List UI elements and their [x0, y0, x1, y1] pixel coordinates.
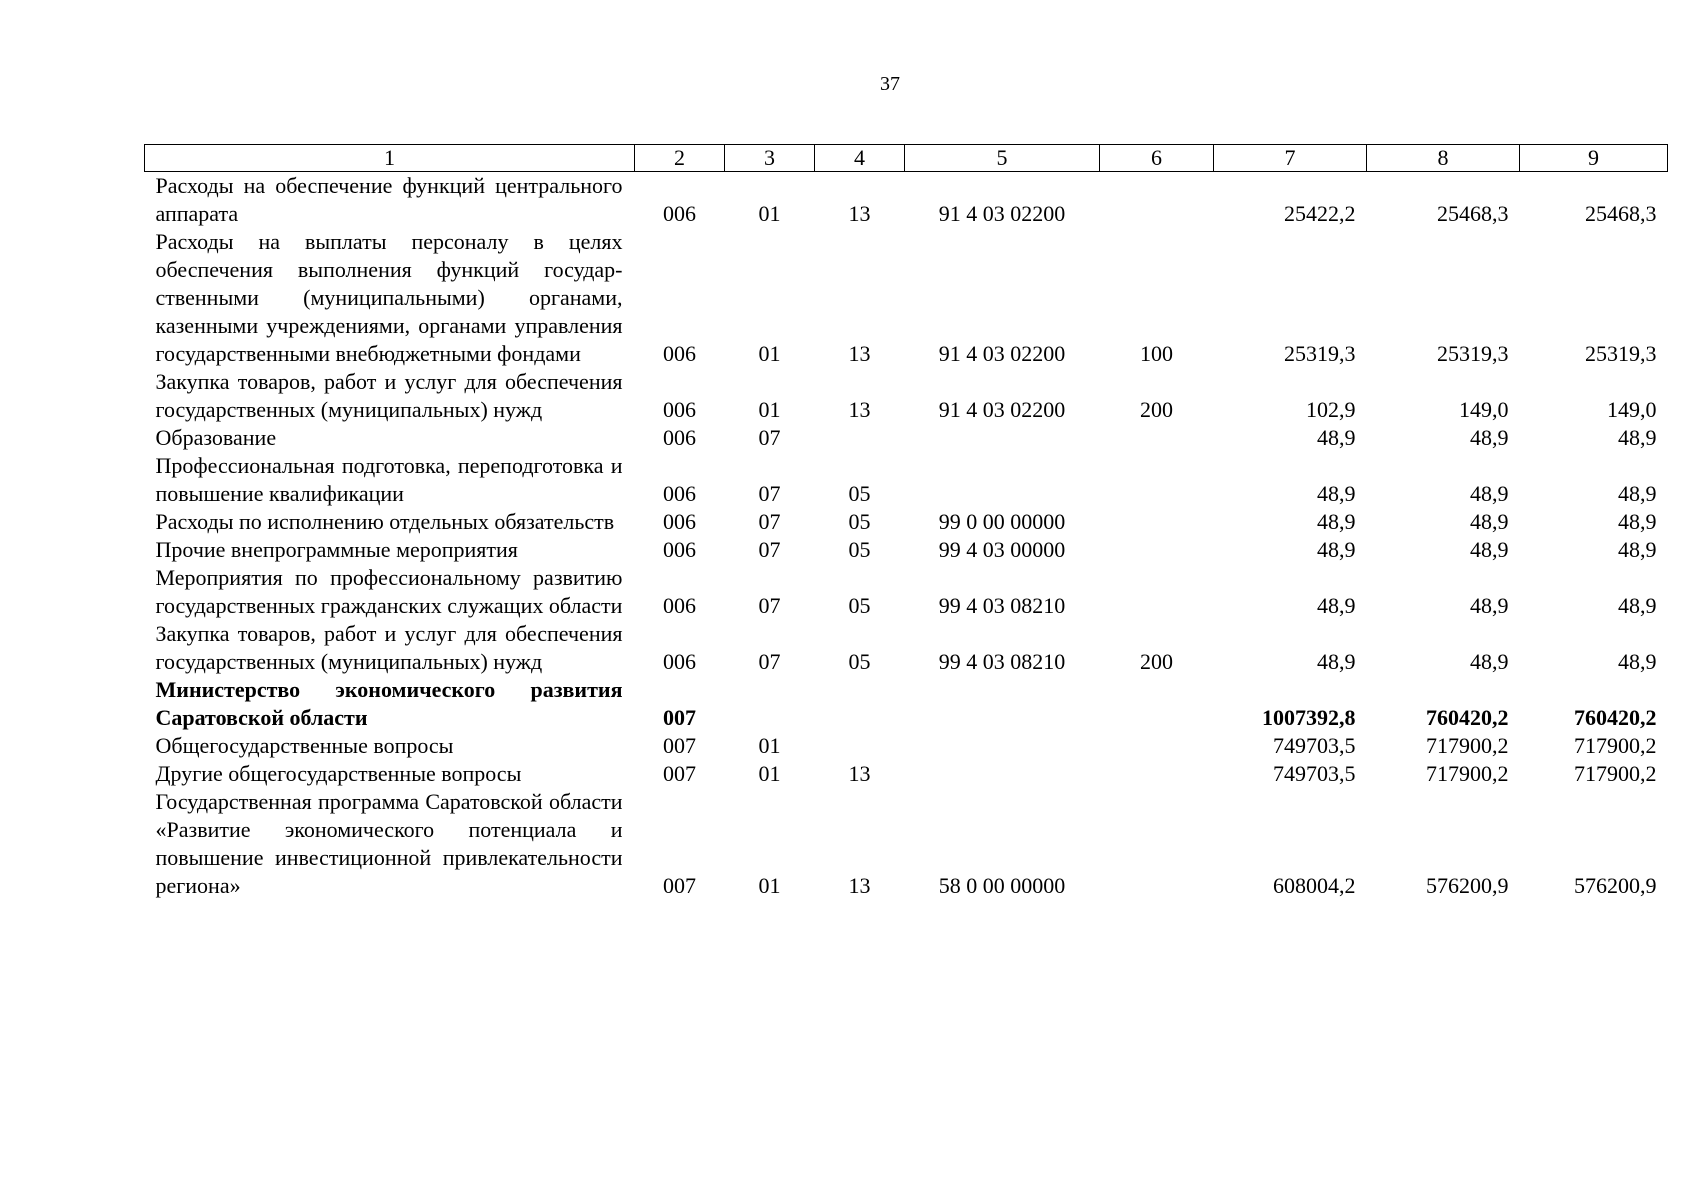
cell-amount-col9: 48,9 — [1618, 425, 1657, 450]
cell-amount-col9: 760420,2 — [1574, 705, 1657, 730]
table-row — [145, 228, 1668, 368]
table-row — [145, 368, 1668, 424]
cell-expense-type — [1100, 676, 1214, 732]
cell-amount-col7: 608004,2 — [1273, 873, 1356, 898]
cell-amount-col7: 25422,2 — [1284, 201, 1356, 226]
cell-subsection — [815, 732, 905, 760]
cell-subsection: 13 — [848, 761, 871, 786]
table-row — [145, 536, 1668, 564]
cell-amount-col8: 25319,3 — [1437, 341, 1509, 366]
cell-expense-type — [1100, 564, 1214, 620]
cell-amount-col7: 25319,3 — [1284, 341, 1356, 366]
cell-expense-type: 200 — [1140, 649, 1173, 674]
cell-section: 07 — [758, 593, 781, 618]
cell-subsection — [815, 424, 905, 452]
cell-expense-type — [1100, 536, 1214, 564]
cell-amount-col7: 48,9 — [1317, 537, 1356, 562]
header-col-2: 2 — [635, 145, 725, 172]
cell-amount-col9: 25319,3 — [1585, 341, 1657, 366]
cell-amount-col7: 48,9 — [1317, 509, 1356, 534]
cell-ministry-code: 006 — [663, 397, 696, 422]
cell-subsection: 13 — [848, 397, 871, 422]
row-name: Государственная программа Саратовской области «Развитие экономического потенциала и повышение инвестиционной привлекательности региона» — [155, 789, 623, 898]
cell-amount-col9: 48,9 — [1618, 481, 1657, 506]
table-row — [145, 564, 1668, 620]
cell-subsection: 05 — [848, 537, 871, 562]
cell-section — [725, 676, 815, 732]
table-row — [145, 172, 1668, 229]
cell-section: 01 — [758, 761, 781, 786]
row-name: Закупка товаров, работ и услуг для обеспечения государственных (муниципальных) нужд — [155, 621, 623, 674]
cell-expense-type — [1100, 452, 1214, 508]
cell-amount-col8: 717900,2 — [1426, 761, 1509, 786]
cell-target-article: 91 4 03 02200 — [938, 341, 1066, 366]
cell-section: 01 — [758, 397, 781, 422]
row-name: Другие общегосударственные вопросы — [155, 761, 522, 786]
row-name: Закупка товаров, работ и услуг для обеспечения государственных (муниципальных) нужд — [155, 369, 623, 422]
cell-subsection: 05 — [848, 649, 871, 674]
page-number: 37 — [880, 73, 900, 95]
cell-section: 01 — [758, 201, 781, 226]
cell-expense-type — [1100, 508, 1214, 536]
cell-target-article — [905, 424, 1100, 452]
table-row — [145, 620, 1668, 676]
cell-section: 07 — [758, 649, 781, 674]
cell-expense-type — [1100, 732, 1214, 760]
cell-expense-type: 200 — [1140, 397, 1173, 422]
cell-subsection: 13 — [848, 201, 871, 226]
cell-section: 01 — [758, 733, 781, 758]
header-col-4: 4 — [815, 145, 905, 172]
cell-expense-type — [1100, 172, 1214, 229]
cell-amount-col9: 717900,2 — [1574, 761, 1657, 786]
table-row-ministry-total — [145, 676, 1668, 732]
cell-ministry-code: 007 — [663, 705, 696, 730]
budget-table — [144, 144, 1668, 900]
cell-ministry-code: 006 — [663, 481, 696, 506]
cell-target-article: 99 4 03 08210 — [938, 593, 1066, 618]
cell-amount-col8: 48,9 — [1470, 509, 1509, 534]
cell-amount-col9: 48,9 — [1618, 509, 1657, 534]
cell-amount-col9: 48,9 — [1618, 537, 1657, 562]
cell-target-article — [905, 732, 1100, 760]
header-col-7: 7 — [1214, 145, 1367, 172]
row-name: Профессиональная подготовка, переподготовка и повышение квалификации — [155, 453, 623, 506]
cell-subsection: 13 — [848, 341, 871, 366]
row-name: Общегосударственные вопросы — [155, 733, 454, 758]
cell-ministry-code: 006 — [663, 509, 696, 534]
cell-subsection — [815, 676, 905, 732]
table-row — [145, 424, 1668, 452]
row-name: Мероприятия по профессиональному развитию государственных гражданских служащих области — [155, 565, 623, 618]
cell-target-article: 91 4 03 02200 — [938, 201, 1066, 226]
cell-amount-col8: 48,9 — [1470, 649, 1509, 674]
cell-target-article: 99 4 03 08210 — [938, 649, 1066, 674]
row-name: Расходы на обеспечение функций центрального аппарата — [155, 173, 623, 226]
cell-amount-col7: 749703,5 — [1273, 733, 1356, 758]
row-name: Образование — [155, 425, 277, 450]
cell-ministry-code: 006 — [663, 341, 696, 366]
cell-ministry-code: 006 — [663, 201, 696, 226]
cell-ministry-code: 006 — [663, 425, 696, 450]
cell-section: 07 — [758, 509, 781, 534]
cell-ministry-code: 006 — [663, 537, 696, 562]
cell-amount-col8: 48,9 — [1470, 425, 1509, 450]
cell-subsection: 05 — [848, 593, 871, 618]
cell-amount-col7: 102,9 — [1306, 397, 1356, 422]
cell-amount-col9: 25468,3 — [1585, 201, 1657, 226]
row-name: Министерство экономического развития Саратовской области — [155, 677, 623, 730]
table-row — [145, 788, 1668, 900]
row-name: Прочие внепрограммные мероприятия — [155, 537, 518, 562]
table-row — [145, 760, 1668, 788]
cell-ministry-code: 007 — [663, 761, 696, 786]
cell-amount-col8: 149,0 — [1459, 397, 1509, 422]
cell-target-article — [905, 676, 1100, 732]
cell-section: 01 — [758, 873, 781, 898]
cell-amount-col9: 576200,9 — [1574, 873, 1657, 898]
cell-amount-col8: 760420,2 — [1426, 705, 1509, 730]
row-name: Расходы по исполнению отдельных обязательств — [155, 509, 615, 534]
cell-subsection: 05 — [848, 481, 871, 506]
cell-amount-col7: 1007392,8 — [1262, 705, 1356, 730]
cell-amount-col8: 48,9 — [1470, 481, 1509, 506]
cell-ministry-code: 006 — [663, 649, 696, 674]
cell-amount-col8: 25468,3 — [1437, 201, 1509, 226]
header-col-6: 6 — [1100, 145, 1214, 172]
header-col-8: 8 — [1367, 145, 1520, 172]
header-col-5: 5 — [905, 145, 1100, 172]
cell-amount-col8: 576200,9 — [1426, 873, 1509, 898]
cell-target-article — [905, 452, 1100, 508]
cell-subsection: 13 — [848, 873, 871, 898]
cell-amount-col7: 48,9 — [1317, 481, 1356, 506]
cell-expense-type — [1100, 424, 1214, 452]
header-col-9: 9 — [1520, 145, 1668, 172]
header-col-1: 1 — [145, 145, 635, 172]
cell-target-article: 58 0 00 00000 — [938, 873, 1066, 898]
cell-expense-type: 100 — [1140, 341, 1173, 366]
table-row — [145, 452, 1668, 508]
cell-section: 07 — [758, 537, 781, 562]
row-name: Расходы на выплаты персоналу в целях обеспечения выполнения функций государственными (муниципальными) органами, казенными учреждениями, органами управления государственными внебюджетными фондами — [155, 229, 623, 366]
cell-section: 01 — [758, 341, 781, 366]
table-row — [145, 508, 1668, 536]
cell-amount-col9: 48,9 — [1618, 649, 1657, 674]
cell-amount-col7: 48,9 — [1317, 425, 1356, 450]
cell-amount-col9: 48,9 — [1618, 593, 1657, 618]
cell-expense-type — [1100, 788, 1214, 900]
cell-ministry-code: 006 — [663, 593, 696, 618]
cell-expense-type — [1100, 760, 1214, 788]
cell-target-article: 91 4 03 02200 — [938, 397, 1066, 422]
cell-target-article: 99 0 00 00000 — [938, 509, 1066, 534]
cell-section: 07 — [758, 425, 781, 450]
cell-ministry-code: 007 — [663, 873, 696, 898]
cell-section: 07 — [758, 481, 781, 506]
cell-amount-col8: 48,9 — [1470, 593, 1509, 618]
cell-amount-col9: 149,0 — [1607, 397, 1657, 422]
cell-target-article: 99 4 03 00000 — [938, 537, 1066, 562]
cell-amount-col7: 48,9 — [1317, 649, 1356, 674]
cell-amount-col9: 717900,2 — [1574, 733, 1657, 758]
cell-subsection: 05 — [848, 509, 871, 534]
cell-amount-col8: 48,9 — [1470, 537, 1509, 562]
cell-target-article — [905, 760, 1100, 788]
table-header-row — [145, 145, 1668, 172]
header-col-3: 3 — [725, 145, 815, 172]
cell-amount-col7: 48,9 — [1317, 593, 1356, 618]
cell-ministry-code: 007 — [663, 733, 696, 758]
cell-amount-col8: 717900,2 — [1426, 733, 1509, 758]
cell-amount-col7: 749703,5 — [1273, 761, 1356, 786]
table-row — [145, 732, 1668, 760]
